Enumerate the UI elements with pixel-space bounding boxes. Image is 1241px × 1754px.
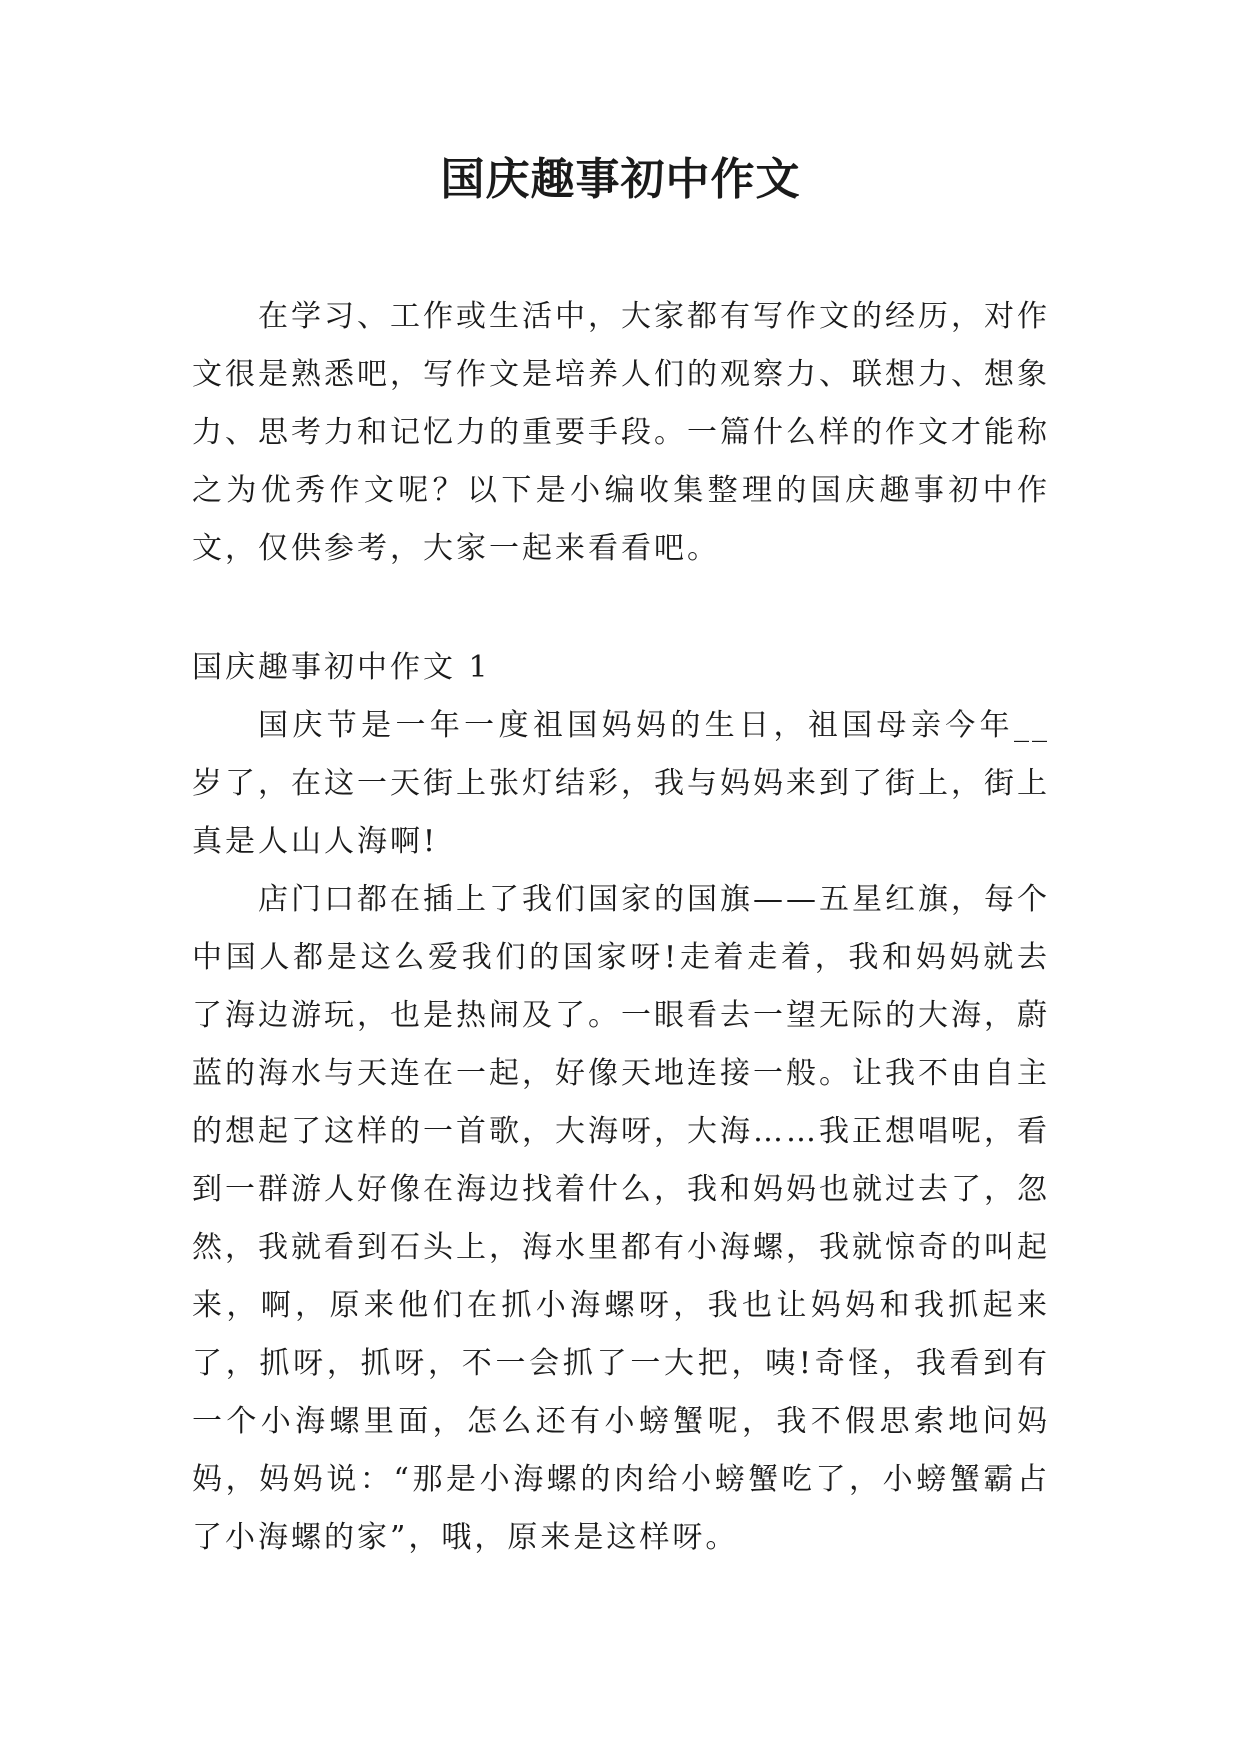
document-title: 国庆趣事初中作文: [440, 154, 801, 205]
body-paragraph-2: 店门口都在插上了我们国家的国旗——五星红旗，每个中国人都是这么爱我们的国家呀!走着走着，我和妈妈就去了海边游玩，也是热闹及了。一眼看去一望无际的大海，蔚蓝的海水与天连在一起，好像天地连接一般。让我不由自主的想起了这样的一首歌，大海呀，大海……我正想唱呢，看到一群游人好像在海边找着什么，我和妈妈也就过去了，忽然，我就看到石头上，海水里都有小海螺，我就惊奇的叫起来，啊，原来他们在抓小海螺呀，我也让妈妈和我抓起来了，抓呀，抓呀，不一会抓了一大把，咦!奇怪，我看到有一个小海螺里面，怎么还有小螃蟹呢，我不假思索地问妈妈，妈妈说：“那是小海螺的肉给小螃蟹吃了，小螃蟹霸占了小海螺的家”，哦，原来是这样呀。: [192, 882, 1050, 1555]
body-paragraph-1: 国庆节是一年一度祖国妈妈的生日，祖国母亲今年__岁了，在这一天街上张灯结彩，我与妈妈来到了街上，街上真是人山人海啊!: [192, 708, 1050, 859]
intro-paragraph: 在学习、工作或生活中，大家都有写作文的经历，对作文很是熟悉吧，写作文是培养人们的观察力、联想力、想象力、思考力和记忆力的重要手段。一篇什么样的作文才能称之为优秀作文呢？以下是小编收集整理的国庆趣事初中作文，仅供参考，大家一起来看看吧。: [192, 299, 1050, 566]
section-heading: 国庆趣事初中作文 1: [192, 650, 491, 685]
